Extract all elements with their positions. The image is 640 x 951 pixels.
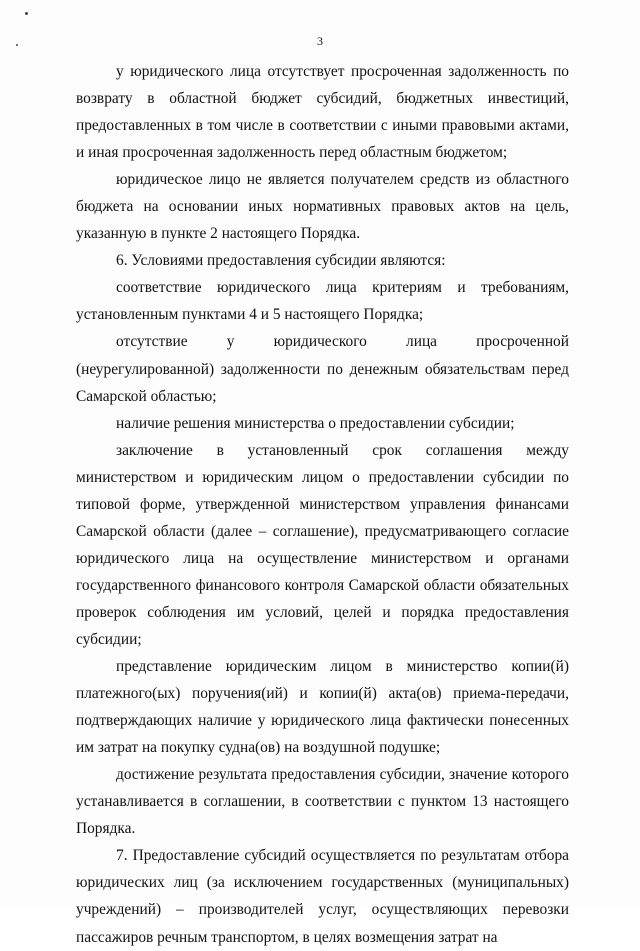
paragraph: 6. Условиями предоставления субсидии являются: bbox=[116, 252, 446, 270]
paragraph: представление юридическим лицом в министерство копии(й) платежного(ых) поручения(ий) и копии(й) акта(ов) приема-передачи, подтверждающих наличие у юридического лица фактически понесенных им затрат на покупку судна(ов) на воздушной подушке; bbox=[76, 658, 569, 757]
paragraph: юридическое лицо не является получателем средств из областного бюджета на основании иных нормативных правовых актов на цель, указанную в пункте 2 настоящего Порядка. bbox=[76, 171, 569, 243]
paragraph: достижение результата предоставления субсидии, значение которого устанавливается в соглашении, в соответствии с пунктом 13 настоящего Порядка. bbox=[76, 766, 569, 838]
paragraph: у юридического лица отсутствует просроченная задолженность по возврату в областной бюджет субсидий, бюджетных инвестиций, предоставленных в том числе в соответствии с иными правовыми актами, и иная просроченная задолженность перед областным бюджетом; bbox=[76, 63, 569, 162]
paragraph: отсутствие у юридического лица просроченной (неурегулированной) задолженности по денежным обязательствам перед Самарской областью; bbox=[76, 333, 569, 405]
document-body bbox=[76, 58, 569, 951]
scan-speck bbox=[25, 12, 28, 15]
paragraph: заключение в установленный срок соглашения между министерством и юридическим лицом о предоставлении субсидии по типовой форме, утвержденной министерством управления финансами Самарской области (далее – соглашение), предусматривающего согласие юридического лица на осуществление министерством и органами государственного финансового контроля Самарской области обязательных проверок соблюдения им условий, целей и порядка предоставления субсидии; bbox=[76, 441, 569, 648]
paragraph: соответствие юридического лица критериям и требованиям, установленным пунктами 4 и 5 настоящего Порядка; bbox=[76, 279, 569, 324]
paragraph: 7. Предоставление субсидий осуществляется по результатам отбора юридических лиц (за исключением государственных (муниципальных) учреждений) – производителей услуг, осуществляющих перевозки пассажиров речным транспортом, в целях возмещения затрат на bbox=[76, 847, 569, 946]
paragraph: наличие решения министерства о предоставлении субсидии; bbox=[116, 414, 515, 432]
page-number: 3 bbox=[317, 34, 323, 48]
